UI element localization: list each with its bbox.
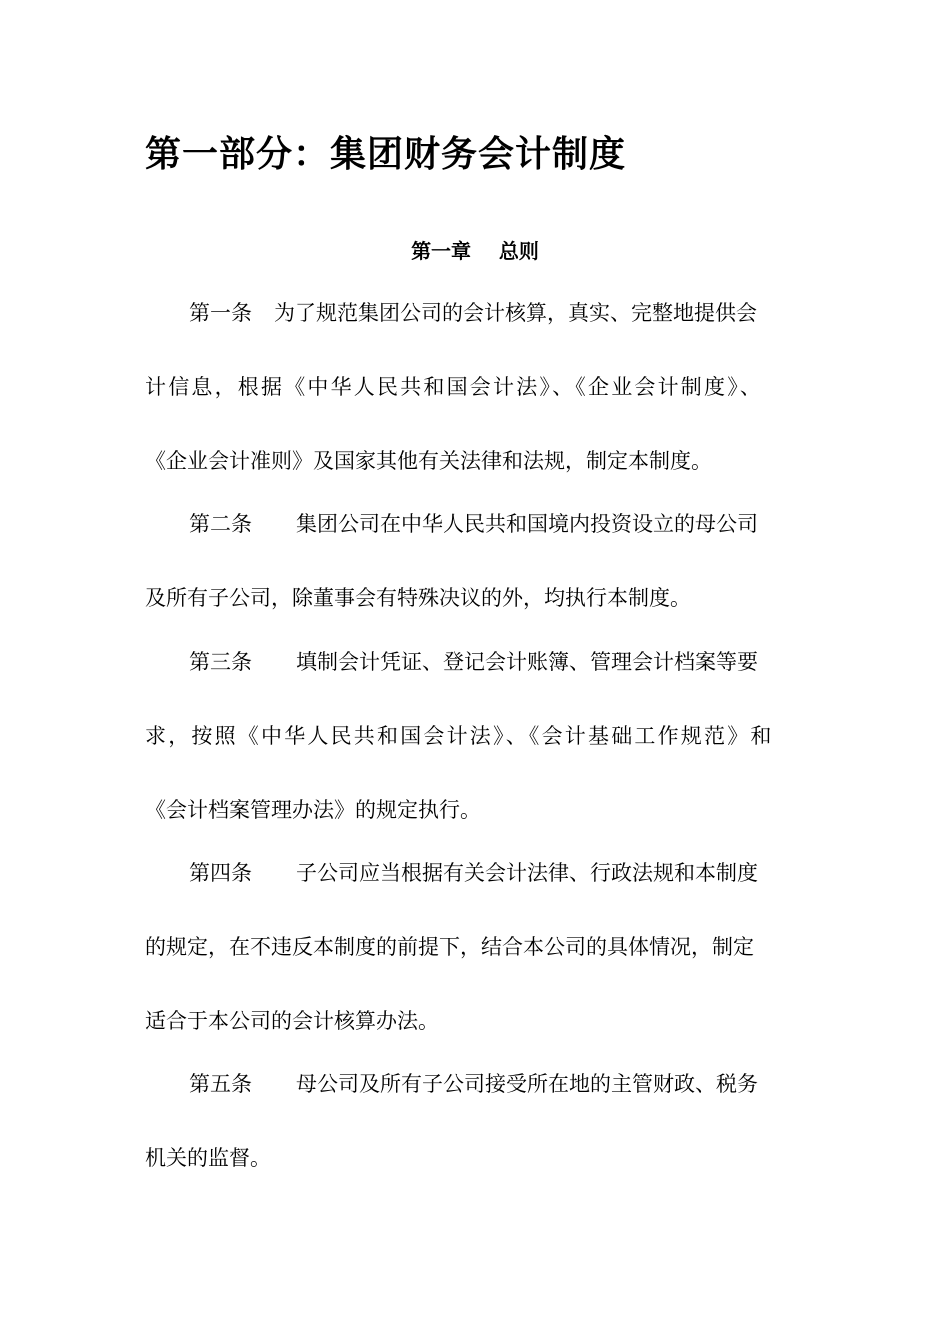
article-line: 及所有子公司，除董事会有特殊决议的外，均执行本制度。 [145,586,691,610]
article-line: 《企业会计准则》及国家其他有关法律和法规，制定本制度。 [145,449,712,473]
article-text: 母公司及所有子公司接受所在地的主管财政、税务 [296,1072,758,1096]
article-2 [145,487,807,635]
chapter-title: 第一章 总则 [411,239,539,263]
article-line: 适合于本公司的会计核算办法。 [145,1009,439,1033]
article-text: 填制会计凭证、登记会计账簿、管理会计档案等要 [296,650,758,674]
article-5 [145,1047,807,1195]
article-line: 机关的监督。 [145,1146,271,1170]
article-line [145,487,807,561]
article-line [145,276,807,350]
article-line: 求，按照《中华人民共和国会计法》、《会计基础工作规范》和 [145,724,774,748]
article-line [145,1047,807,1121]
article-number: 第三条 [189,650,252,674]
article-number: 第四条 [189,861,252,885]
article-number: 第一条 [189,301,252,325]
article-number: 第五条 [189,1072,252,1096]
article-line [145,625,807,699]
article-line [145,836,807,910]
article-line: 计信息，根据《中华人民共和国会计法》、《企业会计制度》、 [145,375,764,399]
article-4 [145,836,807,1058]
article-line: 《会计档案管理办法》的规定执行。 [145,798,481,822]
article-text: 子公司应当根据有关会计法律、行政法规和本制度 [296,861,758,885]
article-line: 的规定，在不违反本制度的前提下，结合本公司的具体情况，制定 [145,935,754,959]
article-number: 第二条 [189,512,252,536]
article-1 [145,276,807,498]
article-3 [145,625,807,847]
article-text: 为了规范集团公司的会计核算，真实、完整地提供会 [274,301,757,325]
part-title: 第一部分：集团财务会计制度 [145,133,627,175]
article-text: 集团公司在中华人民共和国境内投资设立的母公司 [296,512,758,536]
